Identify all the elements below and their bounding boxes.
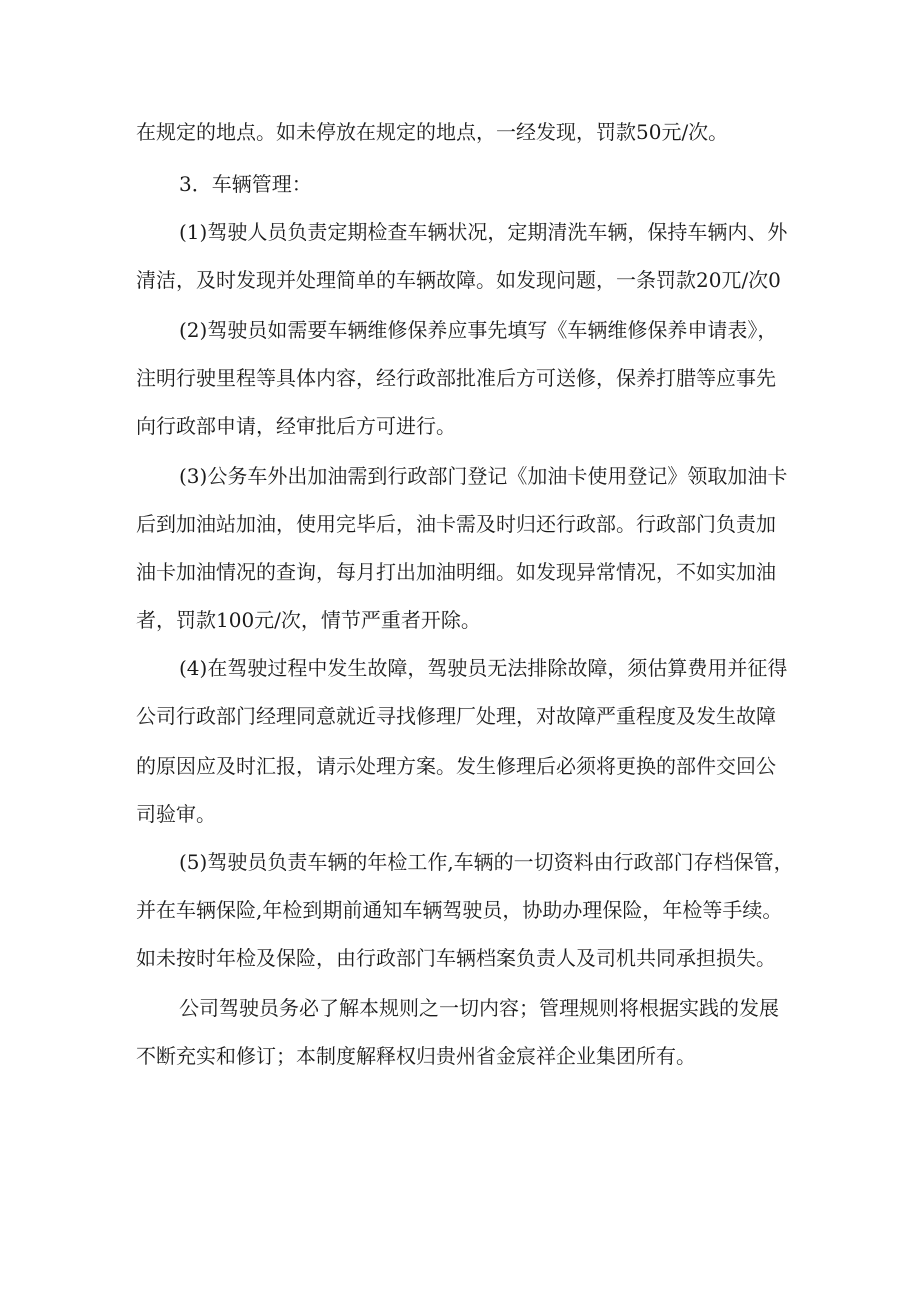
text-line-3: (1)驾驶人员负责定期检查车辆状况，定期清洗车辆，保持车辆内、外 xyxy=(179,220,788,244)
text-line-7: 向行政部申请，经审批后方可进行。 xyxy=(136,414,456,438)
text-line-19: 公司驾驶员务必了解本规则之一切内容；管理规则将根据实践的发展 xyxy=(179,996,779,1020)
text-line-11: 者，罚款100元/次，情节严重者开除。 xyxy=(136,608,481,632)
text-line-20: 不断充实和修订；本制度解释权归贵州省金宸祥企业集团所有。 xyxy=(136,1044,696,1068)
text-line-12: (4)在驾驶过程中发生故障，驾驶员无法排除故障，须估算费用并征得 xyxy=(179,656,788,680)
text-line-8: (3)公务车外出加油需到行政部门登记《加油卡使用登记》领取加油卡 xyxy=(179,464,788,488)
text-line-10: 油卡加油情况的查询，每月打出加油明细。如发现异常情况，不如实加油 xyxy=(136,560,776,584)
text-line-15: 司验审。 xyxy=(136,802,216,826)
text-line-14: 的原因应及时汇报，请示处理方案。发生修理后必须将更换的部件交回公 xyxy=(136,754,776,778)
text-line-18: 如未按时年检及保险，由行政部门车辆档案负责人及司机共同承担损失。 xyxy=(136,946,776,970)
text-line-16: (5)驾驶员负责车辆的年检工作,车辆的一切资料由行政部门存档保管， xyxy=(179,850,794,874)
text-line-4: 清洁，及时发现并处理简单的车辆故障。如发现问题，一条罚款20兀/次0 xyxy=(136,268,781,292)
text-line-5: (2)驾驶员如需要车辆维修保养应事先填写《车辆维修保养申请表》， xyxy=(179,318,778,342)
text-line-9: 后到加油站加油，使用完毕后，油卡需及时归还行政部。行政部门负责加 xyxy=(136,512,776,536)
section-heading-vehicle-management: 3．车辆管理： xyxy=(179,172,312,196)
text-line-6: 注明行驶里程等具体内容，经行政部批准后方可送修，保养打腊等应事先 xyxy=(136,366,776,390)
text-line-13: 公司行政部门经理同意就近寻找修理厂处理，对故障严重程度及发生故障 xyxy=(136,704,776,728)
text-line-1: 在规定的地点。如未停放在规定的地点，一经发现，罚款50元/次。 xyxy=(136,120,729,144)
text-line-17: 并在车辆保险,年检到期前通知车辆驾驶员，协助办理保险，年检等手续。 xyxy=(136,898,783,922)
